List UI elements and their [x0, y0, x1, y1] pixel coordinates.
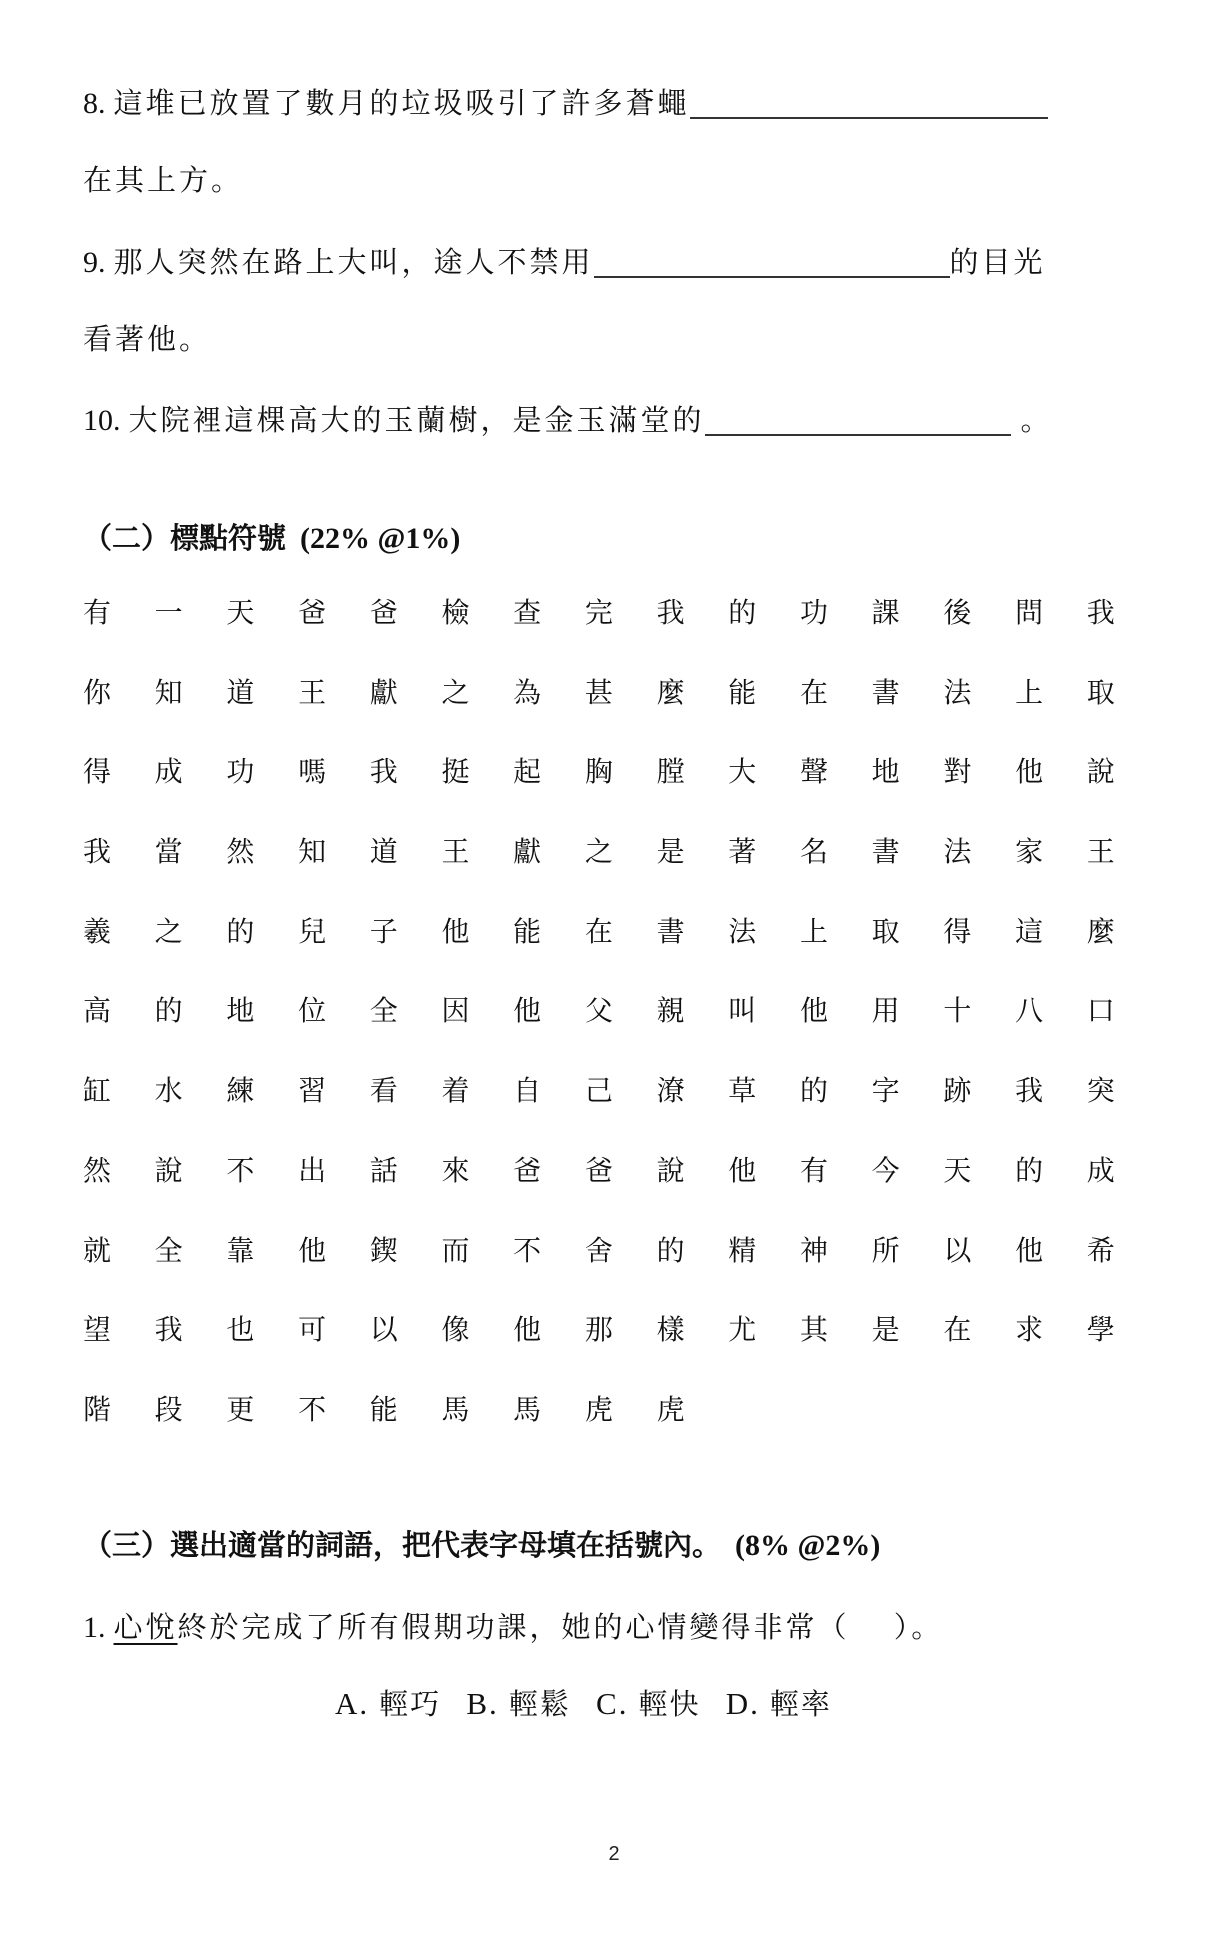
grid-character: 我 [1086, 596, 1115, 629]
grid-character: 階 [82, 1392, 111, 1426]
grid-character: 有 [799, 1153, 828, 1187]
grid-character: 己 [584, 1074, 613, 1108]
grid-character: 王 [298, 675, 327, 709]
grid-character: 全 [369, 994, 398, 1028]
grid-character: 之 [441, 675, 470, 709]
grid-character: 書 [656, 914, 685, 948]
grid-character: 上 [799, 914, 828, 948]
grid-character: 因 [441, 994, 470, 1028]
grid-character: 位 [298, 994, 327, 1028]
question-10 [83, 400, 1053, 441]
grid-character: 麼 [656, 675, 685, 709]
question-number: 9. [83, 246, 106, 279]
grid-row [83, 752, 1133, 832]
answer-blank-9[interactable] [594, 246, 950, 278]
question-text: 這堆已放置了數月的垃圾吸引了許多蒼蠅 [113, 86, 690, 120]
grid-character: 之 [584, 835, 613, 869]
grid-character: 一 [154, 596, 183, 629]
grid-character: 潦 [656, 1074, 685, 1108]
grid-character: 獻 [369, 675, 398, 709]
grid-character: 像 [441, 1313, 470, 1347]
option-d[interactable]: D. 輕率 [725, 1686, 832, 1721]
grid-character: 是 [871, 1313, 900, 1347]
question-text: 終於完成了所有假期功課，她的心情變得非常（ ）。 [177, 1610, 944, 1644]
grid-row [83, 673, 1133, 753]
section-2-score: (22% @1%) [300, 522, 461, 555]
grid-character: 大 [728, 755, 757, 789]
grid-character: 對 [943, 755, 972, 789]
grid-character: 問 [1015, 596, 1044, 629]
grid-character: 草 [728, 1074, 757, 1108]
grid-character: 他 [513, 1313, 542, 1347]
grid-character: 用 [871, 994, 900, 1028]
grid-character: 出 [298, 1153, 327, 1187]
grid-character: 來 [441, 1153, 470, 1187]
question-8-continuation: 在其上方。 [83, 163, 244, 197]
underlined-name: 心悅 [113, 1610, 178, 1644]
section-3-score: (8% @2%) [735, 1529, 881, 1562]
option-c[interactable]: C. 輕快 [596, 1686, 701, 1721]
grid-character: 就 [82, 1233, 111, 1267]
grid-character: 地 [226, 994, 255, 1028]
grid-character: 的 [728, 596, 757, 629]
grid-character: 在 [943, 1313, 972, 1347]
page-number: 2 [608, 1843, 620, 1865]
grid-character: 甚 [584, 675, 613, 709]
grid-row [83, 1310, 1133, 1390]
grid-character: 天 [943, 1153, 972, 1187]
grid-character: 他 [441, 914, 470, 948]
grid-character: 兒 [298, 914, 327, 948]
grid-character: 段 [154, 1392, 183, 1426]
question-number: 1. [83, 1611, 106, 1644]
grid-row [83, 1071, 1133, 1151]
grid-character: 高 [82, 994, 111, 1028]
grid-character: 成 [154, 755, 183, 789]
grid-character: 胸 [584, 755, 613, 789]
grid-character: 舍 [584, 1233, 613, 1267]
grid-character: 法 [943, 835, 972, 869]
grid-character: 功 [226, 755, 255, 789]
grid-character: 自 [513, 1074, 542, 1108]
grid-character: 王 [441, 835, 470, 869]
grid-row [83, 1151, 1133, 1231]
grid-character: 之 [154, 914, 183, 948]
grid-character: 說 [656, 1153, 685, 1187]
grid-character: 能 [728, 675, 757, 709]
grid-character: 神 [799, 1233, 828, 1267]
choice-options [335, 1684, 846, 1724]
answer-blank-10[interactable] [705, 404, 1011, 436]
question-text-after: 。 [1020, 403, 1053, 437]
grid-character: 得 [943, 914, 972, 948]
choice-question-1 [83, 1607, 943, 1648]
grid-character: 書 [871, 675, 900, 709]
grid-character: 完 [584, 596, 613, 629]
grid-character: 的 [799, 1074, 828, 1108]
grid-character: 全 [154, 1233, 183, 1267]
grid-character: 在 [584, 914, 613, 948]
grid-character: 虎 [584, 1392, 613, 1426]
grid-character: 後 [943, 596, 972, 629]
grid-character: 父 [584, 994, 613, 1028]
grid-row [83, 1390, 1133, 1470]
grid-character: 膛 [656, 755, 685, 789]
grid-character: 鍥 [369, 1233, 398, 1267]
grid-character: 地 [871, 755, 900, 789]
grid-character: 樣 [656, 1313, 685, 1347]
grid-character: 缸 [82, 1074, 111, 1108]
grid-character: 道 [369, 835, 398, 869]
grid-character: 今 [871, 1153, 900, 1187]
grid-character: 法 [728, 914, 757, 948]
question-9 [83, 242, 1046, 283]
grid-character: 著 [728, 835, 757, 869]
grid-character: 能 [369, 1392, 398, 1426]
grid-character: 所 [871, 1233, 900, 1267]
grid-character: 取 [871, 914, 900, 948]
grid-character: 爸 [369, 596, 398, 629]
grid-character: 得 [82, 755, 111, 789]
grid-character: 知 [298, 835, 327, 869]
grid-character: 靠 [226, 1233, 255, 1267]
grid-character: 取 [1086, 675, 1115, 709]
grid-character: 十 [943, 994, 972, 1028]
grid-character: 爸 [584, 1153, 613, 1187]
grid-character: 習 [298, 1074, 327, 1108]
grid-character: 水 [154, 1074, 183, 1108]
grid-character: 家 [1015, 835, 1044, 869]
grid-character: 不 [298, 1392, 327, 1426]
grid-character: 聲 [799, 755, 828, 789]
grid-character: 那 [584, 1313, 613, 1347]
grid-character: 這 [1015, 914, 1044, 948]
grid-character: 獻 [513, 835, 542, 869]
grid-character: 練 [226, 1074, 255, 1108]
option-a[interactable]: A. 輕巧 [335, 1686, 442, 1721]
grid-character: 字 [871, 1074, 900, 1108]
question-text-after: 的目光 [949, 245, 1046, 279]
grid-character: 我 [656, 596, 685, 629]
grid-character: 以 [943, 1233, 972, 1267]
question-number: 10. [83, 404, 121, 437]
grid-character: 然 [226, 835, 255, 869]
question-number: 8. [83, 87, 106, 120]
grid-character: 他 [728, 1153, 757, 1187]
grid-character: 以 [369, 1313, 398, 1347]
grid-character: 也 [226, 1313, 255, 1347]
grid-character: 的 [656, 1233, 685, 1267]
grid-row [83, 912, 1133, 992]
grid-row [83, 832, 1133, 912]
grid-character: 挺 [441, 755, 470, 789]
grid-character: 他 [1015, 755, 1044, 789]
answer-blank-8[interactable] [690, 87, 1048, 119]
section-2-label: （二）標點符號 [83, 521, 287, 555]
section-3-heading [83, 1525, 880, 1566]
grid-character: 法 [943, 675, 972, 709]
grid-character: 其 [799, 1313, 828, 1347]
grid-character: 親 [656, 994, 685, 1028]
grid-character: 為 [513, 675, 542, 709]
grid-character: 尤 [728, 1313, 757, 1347]
grid-character: 功 [799, 596, 828, 629]
grid-character: 他 [799, 994, 828, 1028]
question-text: 那人突然在路上大叫，途人不禁用 [113, 245, 594, 279]
grid-character: 他 [513, 994, 542, 1028]
grid-character: 名 [799, 835, 828, 869]
grid-row [83, 593, 1133, 673]
grid-character: 天 [226, 596, 255, 629]
grid-character: 突 [1086, 1074, 1115, 1108]
grid-character: 虎 [656, 1392, 685, 1426]
grid-character: 當 [154, 835, 183, 869]
question-8 [83, 83, 1048, 124]
grid-character: 八 [1015, 994, 1044, 1028]
grid-character: 不 [513, 1233, 542, 1267]
grid-character: 王 [1086, 835, 1115, 869]
grid-character: 然 [82, 1153, 111, 1187]
grid-character: 着 [441, 1074, 470, 1108]
grid-character: 爸 [298, 596, 327, 629]
grid-character: 的 [154, 994, 183, 1028]
grid-character: 道 [226, 675, 255, 709]
grid-character: 知 [154, 675, 183, 709]
option-b[interactable]: B. 輕鬆 [466, 1686, 571, 1721]
grid-character: 我 [1015, 1074, 1044, 1108]
grid-character: 課 [871, 596, 900, 629]
grid-character: 跡 [943, 1074, 972, 1108]
grid-character: 說 [154, 1153, 183, 1187]
grid-character: 我 [82, 835, 111, 869]
grid-character: 不 [226, 1153, 255, 1187]
grid-character: 上 [1015, 675, 1044, 709]
grid-character: 查 [513, 596, 542, 629]
grid-character: 你 [82, 675, 111, 709]
grid-character: 更 [226, 1392, 255, 1426]
grid-character: 能 [513, 914, 542, 948]
grid-character: 學 [1086, 1313, 1115, 1347]
grid-character: 望 [82, 1313, 111, 1347]
grid-character: 我 [369, 755, 398, 789]
grid-character: 爸 [513, 1153, 542, 1187]
question-9-continuation: 看著他。 [83, 322, 212, 356]
section-3-label: （三）選出適當的詞語，把代表字母填在括號內。 [83, 1528, 722, 1562]
grid-row [83, 1231, 1133, 1311]
grid-character: 他 [298, 1233, 327, 1267]
grid-character: 羲 [82, 914, 111, 948]
grid-character: 看 [369, 1074, 398, 1108]
grid-character: 成 [1086, 1153, 1115, 1187]
grid-character: 求 [1015, 1313, 1044, 1347]
grid-character: 麼 [1086, 914, 1115, 948]
grid-row [83, 991, 1133, 1071]
grid-character: 他 [1015, 1233, 1044, 1267]
grid-character: 在 [799, 675, 828, 709]
grid-character: 的 [226, 914, 255, 948]
grid-character: 叫 [728, 994, 757, 1028]
grid-character: 精 [728, 1233, 757, 1267]
grid-character: 嗎 [298, 755, 327, 789]
grid-character: 希 [1086, 1233, 1115, 1267]
grid-character: 口 [1086, 994, 1115, 1028]
grid-character: 說 [1086, 755, 1115, 789]
grid-character: 檢 [441, 596, 470, 629]
grid-character: 書 [871, 835, 900, 869]
grid-character: 的 [1015, 1153, 1044, 1187]
grid-character: 馬 [441, 1392, 470, 1426]
grid-character: 馬 [513, 1392, 542, 1426]
grid-character: 而 [441, 1233, 470, 1267]
grid-character: 起 [513, 755, 542, 789]
grid-character: 是 [656, 835, 685, 869]
section-2-heading [83, 518, 460, 559]
question-text: 大院裡這棵高大的玉蘭樹，是金玉滿堂的 [128, 403, 705, 437]
punctuation-character-grid [83, 593, 1133, 1470]
grid-character: 話 [369, 1153, 398, 1187]
grid-character: 可 [298, 1313, 327, 1347]
grid-character: 子 [369, 914, 398, 948]
grid-character: 有 [82, 596, 111, 629]
grid-character: 我 [154, 1313, 183, 1347]
